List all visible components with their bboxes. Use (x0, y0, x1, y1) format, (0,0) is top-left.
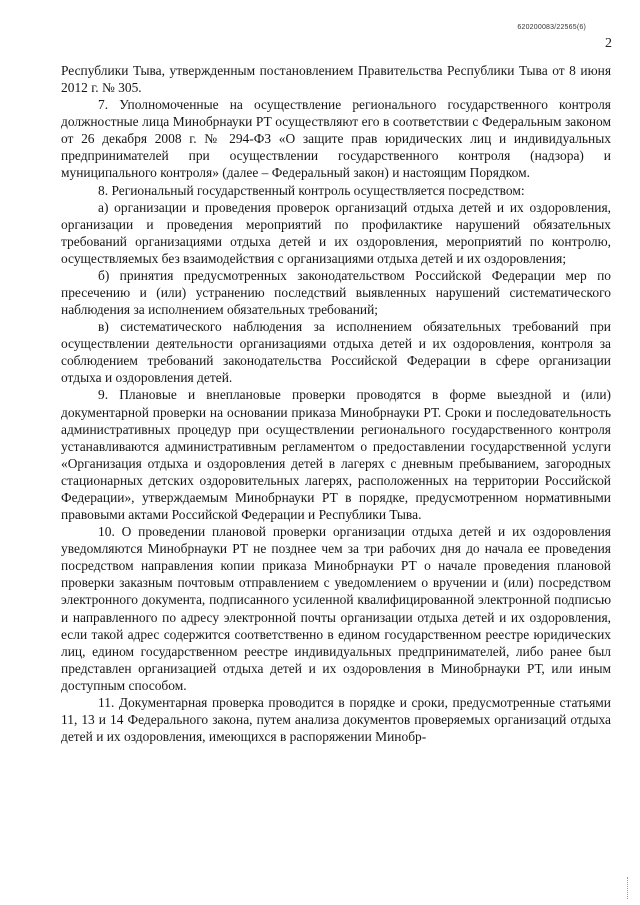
paragraph-continuation: Республики Тыва, утвержденным постановлением Правительства Республики Тыва от 8 июня 2012 г. № 305. (61, 63, 611, 96)
paragraph-7: 7. Уполномоченные на осуществление регионального государственного контроля должностные лица Минобрнауки РТ осуществляют его в соответствии с Федеральным законом от 26 декабря 2008 г. № 294-ФЗ «О защите прав юридических лиц и индивидуальных предпринимателей при осуществлении государственного контроля (надзора) и муниципального контроля» (далее – Федеральный закон) и настоящим Порядком. (61, 97, 611, 181)
paragraph-11: 11. Документарная проверка проводится в порядке и сроки, предусмотренные статьями 11, 13 и 14 Федерального закона, путем анализа документов проверяемых организаций отдыха детей и их оздоровления, имеющихся в распоряжении Минобр- (61, 694, 611, 745)
paragraph-10: 10. О проведении плановой проверки организации отдыха детей и их оздоровления уведомляются Минобрнауки РТ не позднее чем за три рабочих дня до начала ее проведения посредством направления копии приказа Минобрнауки РТ о начале проведения плановой проверки заказным почтовым отправлением с уведомлением о вручении и (или) посредством электронного документа, подписанного усиленной квалифицированной электронной подписью и направленного по адресу электронной почты организации отдыха детей и их оздоровления, если такой адрес содержится соответственно в едином государственном реестре юридических лиц, едином государственном реестре индивидуальных предпринимателей, либо ранее был представлен организацией отдыха детей и их оздоровления в Минобрнауки РТ, или иным доступным способом. (61, 524, 611, 693)
scan-margin-mark (627, 877, 632, 899)
paragraph-9: 9. Плановые и внеплановые проверки проводятся в форме выездной и (или) документарной проверки на основании приказа Минобрнауки РТ. Сроки и последовательность административных процедур при осуществлении регионального государственного контроля устанавливаются административным регламентом о предоставлении государственной услуги «Организация отдыха и оздоровления детей в лагерях с дневным пребыванием, загородных стационарных детских оздоровительных лагерях, расположенных на территории Российской Федерации», утверждаемым Минобрнауки РТ в порядке, предусмотренном нормативными правовыми актами Российской Федерации и Республики Тыва. (61, 387, 611, 523)
document-id: 620200083/22565(6) (517, 24, 586, 31)
paragraph-8c: в) систематического наблюдения за исполнением обязательных требований при осуществлении деятельности организациями отдыха детей и их оздоровления, контроля за соблюдением требований законодательства Российской Федерации в сфере организации отдыха и оздоровления детей. (61, 319, 611, 386)
page-number: 2 (605, 36, 612, 51)
paragraph-8a: а) организации и проведения проверок организаций отдыха детей и их оздоровления, организации и проведения мероприятий по профилактике нарушений обязательных требований организациями отдыха детей и их оздоровления, мероприятий по контролю, осуществляемых без взаимодействия с организациями отдыха детей и их оздоровления; (61, 199, 611, 266)
paragraph-8b: б) принятия предусмотренных законодательством Российской Федерации мер по пресечению и (или) устранению последствий выявленных нарушений систематического наблюдения за исполнением обязательных требований; (61, 267, 611, 318)
paragraph-8: 8. Региональный государственный контроль осуществляется посредством: (98, 182, 525, 198)
document-body (61, 62, 611, 745)
